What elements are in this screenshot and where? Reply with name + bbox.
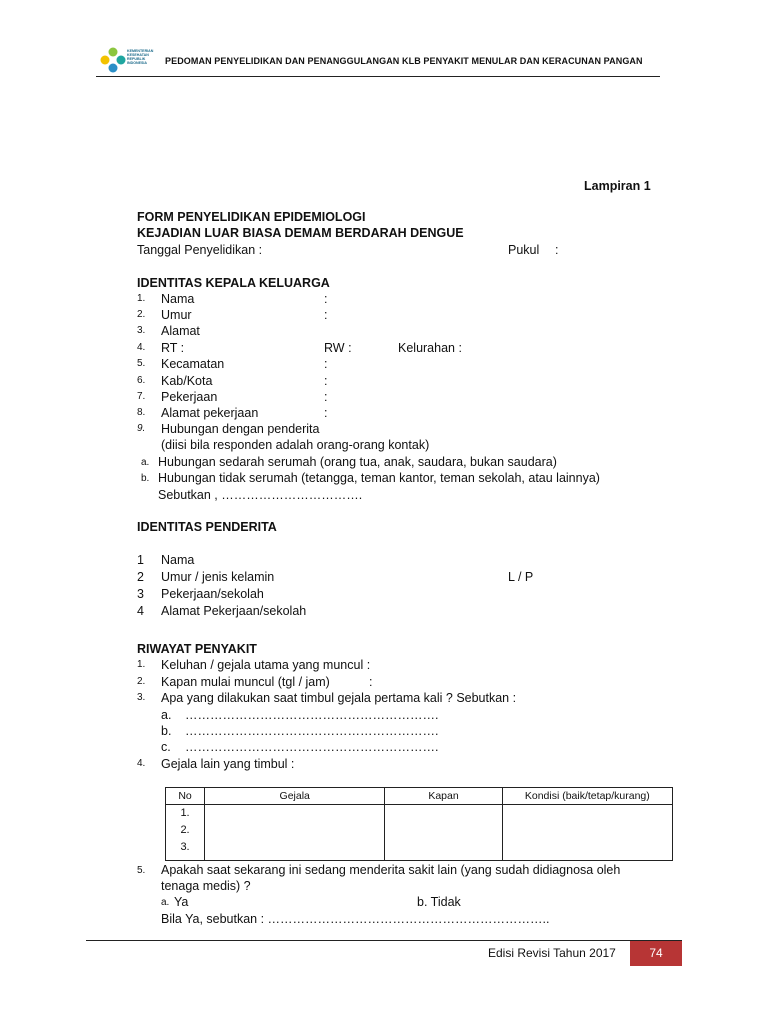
kk-sub-b: Hubungan tidak serumah (tetangga, teman kantor, teman sekolah, atau lainnya) — [158, 471, 600, 485]
riwayat-sub-letter: a. — [161, 708, 172, 722]
riwayat-item-2: Kapan mulai muncul (tgl / jam) — [161, 675, 330, 689]
kk-item-label: Kecamatan — [161, 357, 225, 371]
table-cell-gejala[interactable] — [205, 805, 385, 861]
form-title-2: KEJADIAN LUAR BIASA DEMAM BERDARAH DENGUE — [137, 226, 464, 240]
gejala-table — [165, 787, 673, 861]
kk-sebutkan: Sebutkan , ……………………………. — [158, 488, 363, 502]
kk-item-num: 1. — [137, 293, 146, 304]
kk-item-num: 8. — [137, 407, 146, 418]
penderita-item-label: Umur / jenis kelamin — [161, 570, 275, 584]
kk-item-label: Hubungan dengan penderita — [161, 422, 320, 436]
kk-item-colon: : — [324, 390, 328, 404]
riwayat-num: 1. — [137, 659, 146, 670]
kk-item-label: Umur — [161, 308, 192, 322]
option-b: b. Tidak — [417, 895, 461, 909]
kk-sub-a-letter: a. — [141, 457, 150, 468]
table-cell-kondisi[interactable] — [502, 805, 672, 861]
kk-item-num: 7. — [137, 391, 146, 402]
kk-item-label: Pekerjaan — [161, 390, 218, 404]
kk-item-num: 2. — [137, 309, 146, 320]
kk-item-label: RT : — [161, 341, 185, 355]
riwayat-sub-letter: b. — [161, 724, 172, 738]
penderita-heading: IDENTITAS PENDERITA — [137, 520, 277, 534]
footer-edition: Edisi Revisi Tahun 2017 — [488, 946, 616, 960]
riwayat-item-2-colon: : — [369, 675, 373, 689]
kk-heading: IDENTITAS KEPALA KELUARGA — [137, 276, 330, 290]
pukul-label: Pukul — [508, 243, 540, 257]
penderita-item-label: Pekerjaan/sekolah — [161, 587, 264, 601]
kk-item-rw: RW : — [324, 341, 352, 355]
header-title: PEDOMAN PENYELIDIKAN DAN PENANGGULANGAN KLB PENYAKIT MENULAR DAN KERACUNAN PANGAN — [165, 56, 643, 66]
penderita-item-num: 2 — [137, 570, 144, 584]
kk-item-label: Alamat pekerjaan — [161, 406, 259, 420]
form-title-1: FORM PENYELIDIKAN EPIDEMIOLOGI — [137, 210, 366, 224]
footer-rule — [86, 940, 682, 941]
table-header-row — [166, 788, 673, 805]
option-a: Ya — [174, 895, 189, 909]
kk-item-kelurahan: Kelurahan : — [398, 341, 462, 355]
bila-ya-line: Bila Ya, sebutkan : ………………………………………………………….. — [161, 912, 550, 926]
logo-text — [127, 49, 153, 65]
penderita-item-num: 1 — [137, 553, 144, 567]
kk-item-label: Alamat — [161, 324, 200, 338]
tanggal-label: Tanggal Penyelidikan : — [137, 243, 263, 257]
option-a-letter: a. — [161, 897, 170, 908]
riwayat-num: 5. — [137, 865, 146, 876]
row-number: 1. — [180, 807, 190, 819]
penderita-item-label: Nama — [161, 553, 195, 567]
table-header-cell: Gejala — [205, 788, 385, 805]
riwayat-sub-dots: ……………………………………………………. — [185, 708, 439, 722]
row-number: 2. — [180, 824, 190, 836]
kk-item-colon: : — [324, 308, 328, 322]
kk-item-colon: : — [324, 357, 328, 371]
table-header-cell: Kapan — [385, 788, 502, 805]
riwayat-item-4: Gejala lain yang timbul : — [161, 757, 295, 771]
kk-item-label: Nama — [161, 292, 195, 306]
riwayat-sub-dots: ……………………………………………………. — [185, 724, 439, 738]
logo-line: KEMENTERIAN — [127, 49, 154, 53]
logo-line: REPUBLIK — [127, 57, 146, 61]
riwayat-num: 3. — [137, 692, 146, 703]
row-number: 3. — [180, 841, 190, 853]
riwayat-item-5-line2: tenaga medis) ? — [161, 879, 251, 893]
riwayat-sub-dots: ……………………………………………………. — [185, 740, 439, 754]
kk-item-num: 9. — [137, 423, 146, 434]
kk-item-num: 5. — [137, 358, 146, 369]
riwayat-heading: RIWAYAT PENYAKIT — [137, 642, 257, 656]
riwayat-item-3: Apa yang dilakukan saat timbul gejala pertama kali ? Sebutkan : — [161, 691, 517, 705]
header-rule — [96, 76, 660, 77]
kk-sub-a: Hubungan sedarah serumah (orang tua, anak, saudara, bukan saudara) — [158, 455, 557, 469]
table-header-cell: Kondisi (baik/tetap/kurang) — [502, 788, 672, 805]
kemenkes-logo-icon — [99, 46, 127, 74]
table-cell-kapan[interactable] — [385, 805, 502, 861]
pukul-colon: : — [555, 243, 559, 257]
riwayat-num: 4. — [137, 758, 146, 769]
riwayat-sub-letter: c. — [161, 740, 171, 754]
table-cell-no — [166, 805, 205, 861]
kk-item-num: 4. — [137, 342, 146, 353]
kk-item-colon: : — [324, 406, 328, 420]
table-row — [166, 805, 673, 861]
penderita-item-label: Alamat Pekerjaan/sekolah — [161, 604, 307, 618]
riwayat-item-5-line1: Apakah saat sekarang ini sedang menderita sakit lain (yang sudah didiagnosa oleh — [161, 863, 621, 877]
kk-sub-b-letter: b. — [141, 473, 150, 484]
riwayat-num: 2. — [137, 676, 146, 687]
logo-line: KESEHATAN — [127, 53, 149, 57]
kk-note: (diisi bila responden adalah orang-orang kontak) — [161, 438, 430, 452]
kk-item-label: Kab/Kota — [161, 374, 213, 388]
page-number: 74 — [630, 941, 682, 966]
kk-item-num: 6. — [137, 375, 146, 386]
lampiran-label: Lampiran 1 — [584, 179, 651, 193]
riwayat-item-1: Keluhan / gejala utama yang muncul : — [161, 658, 371, 672]
kk-item-colon: : — [324, 374, 328, 388]
penderita-item-num: 4 — [137, 604, 144, 618]
kk-item-colon: : — [324, 292, 328, 306]
penderita-item-num: 3 — [137, 587, 144, 601]
penderita-gender: L / P — [508, 570, 534, 584]
kk-item-num: 3. — [137, 325, 146, 336]
table-header-cell: No — [166, 788, 205, 805]
logo-line: INDONESIA — [127, 61, 147, 65]
